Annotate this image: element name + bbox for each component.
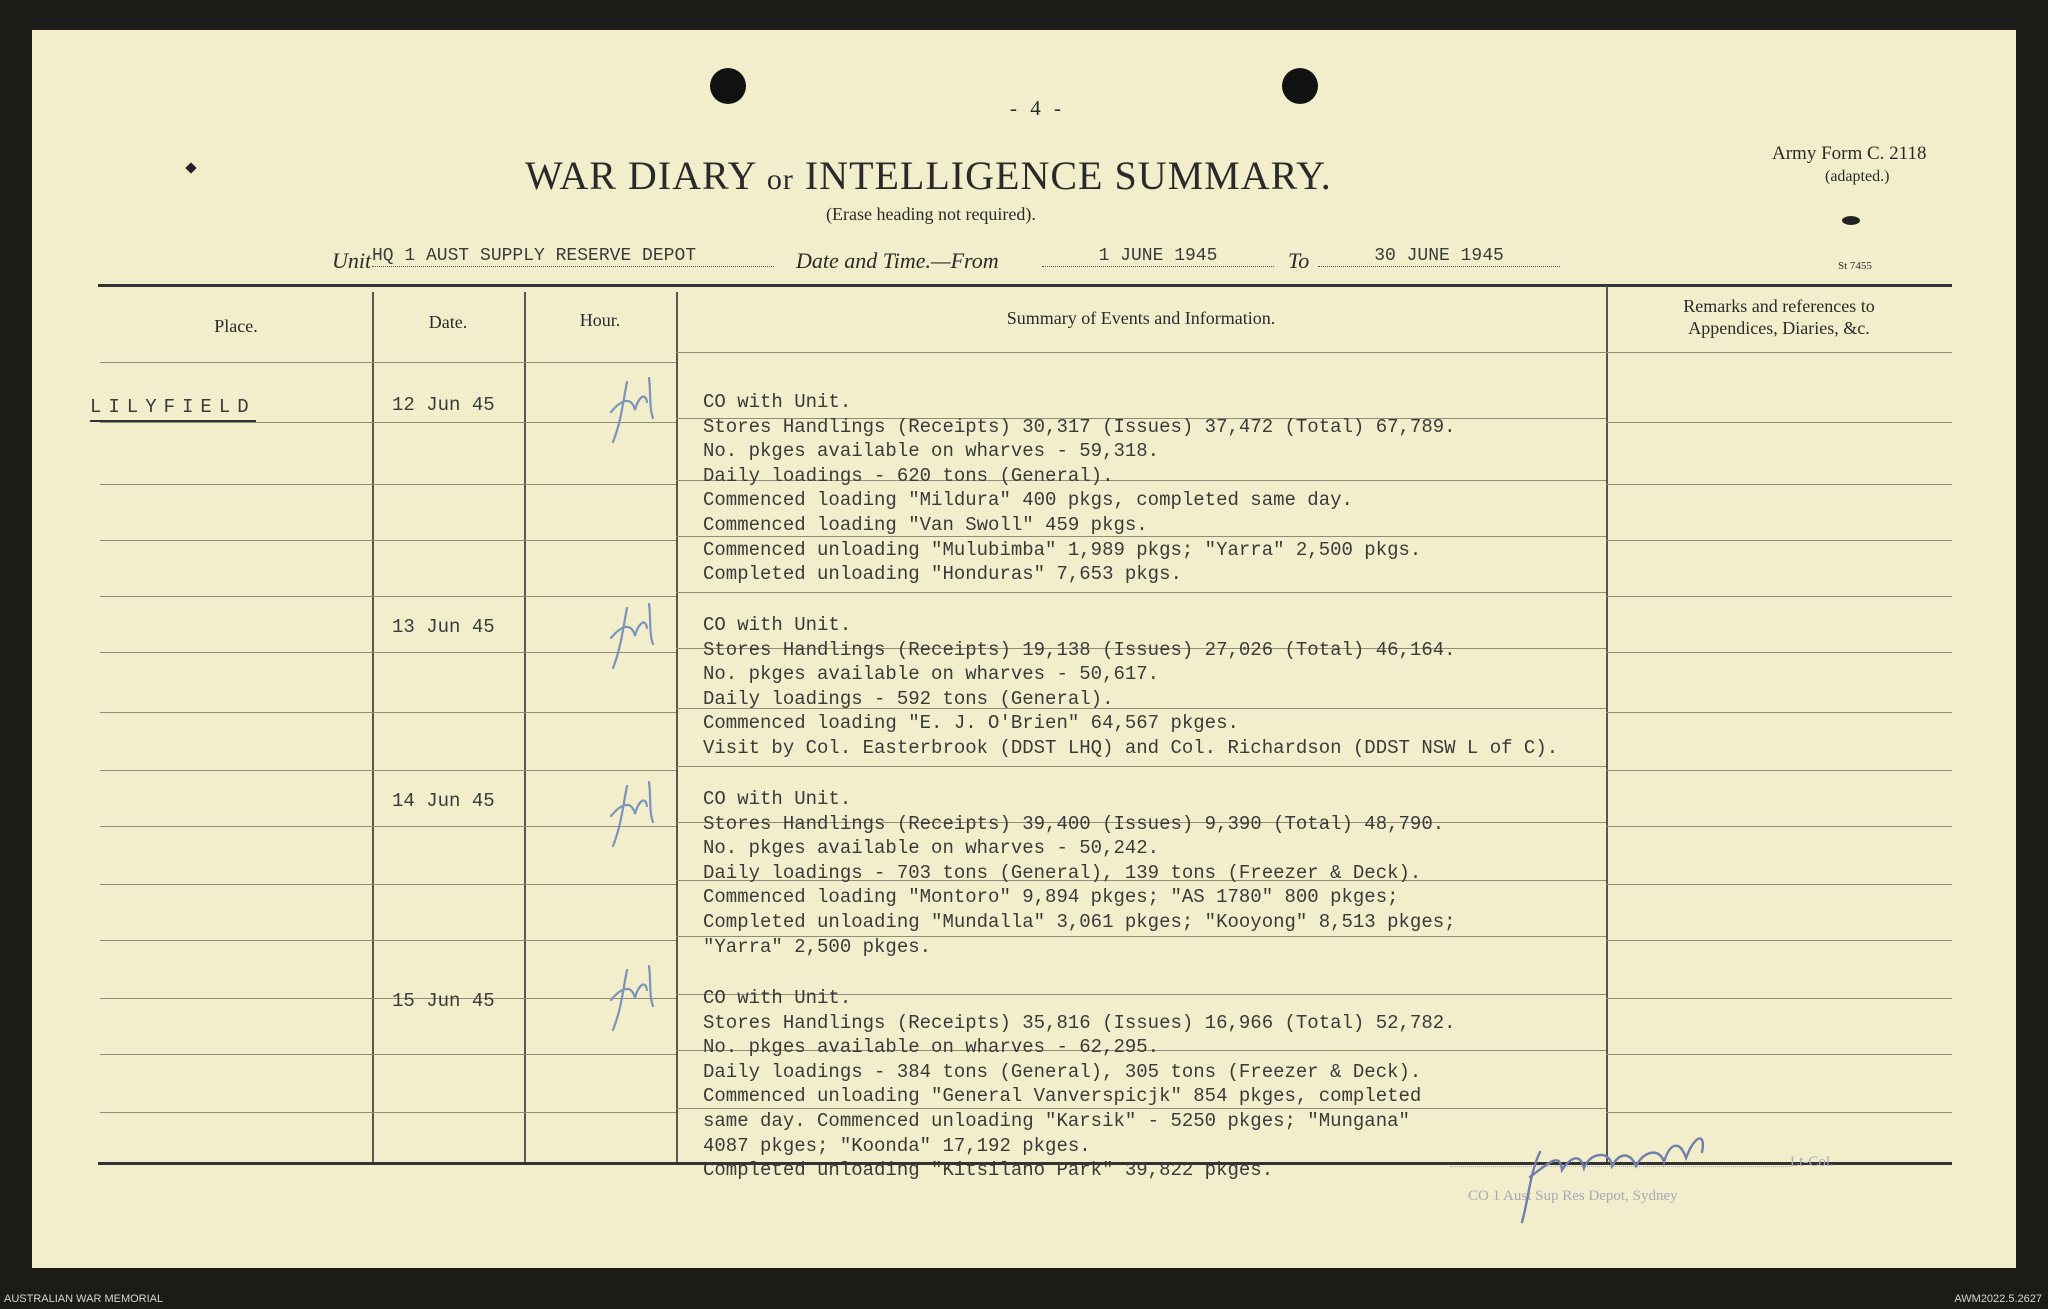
header-remarks-line2: Appendices, Diaries, &c. bbox=[1688, 318, 1870, 338]
ruled-line bbox=[100, 1054, 372, 1055]
title-part2: INTELLIGENCE SUMMARY. bbox=[804, 153, 1332, 198]
unit-label: Unit bbox=[332, 248, 372, 273]
ruled-line bbox=[100, 826, 372, 827]
summary-line: Commenced loading "Van Swoll" 459 pkgs. bbox=[703, 513, 1148, 536]
army-form-number: Army Form C. 2118 bbox=[1772, 143, 1927, 164]
to-label: To bbox=[1288, 248, 1310, 273]
army-form-adapted: (adapted.) bbox=[1825, 168, 1890, 185]
summary-line: same day. Commenced unloading "Karsik" - 5250 pkges; "Mungana" bbox=[703, 1109, 1410, 1132]
entry-summary bbox=[703, 787, 1456, 959]
summary-line: Completed unloading "Mundalla" 3,061 pkges; "Kooyong" 8,513 pkges; bbox=[703, 910, 1456, 933]
summary-line: Daily loadings - 384 tons (General), 305 tons (Freezer & Deck). bbox=[703, 1060, 1422, 1083]
ruled-line bbox=[100, 540, 372, 541]
summary-line: Commenced unloading "Mulubimba" 1,989 pkgs; "Yarra" 2,500 pkgs. bbox=[703, 538, 1422, 561]
pencil-initials bbox=[605, 960, 665, 1035]
summary-line: CO with Unit. bbox=[703, 391, 852, 413]
stock-number: St 7455 bbox=[1838, 260, 1872, 272]
ruled-line bbox=[100, 596, 372, 597]
column-divider-hour bbox=[676, 292, 678, 1162]
summary-line: No. pkges available on wharves - 50,617. bbox=[703, 663, 1160, 686]
ruled-line bbox=[372, 596, 524, 597]
ink-mark bbox=[185, 162, 196, 173]
summary-line: No. pkges available on wharves - 59,318. bbox=[703, 440, 1160, 463]
ruled-line bbox=[524, 770, 676, 771]
ruled-line bbox=[1606, 770, 1952, 771]
title-or: or bbox=[766, 163, 794, 196]
punch-hole-right bbox=[1282, 68, 1318, 104]
summary-line: Completed unloading "Honduras" 7,653 pkgs. bbox=[703, 563, 1182, 586]
header-hour: Hour. bbox=[579, 310, 621, 330]
ruled-line bbox=[524, 712, 676, 713]
entry-summary bbox=[703, 613, 1558, 761]
summary-line: Commenced loading "E. J. O'Brien" 64,567 pkges. bbox=[703, 712, 1239, 735]
ruled-line bbox=[1606, 484, 1952, 485]
ruled-line bbox=[524, 484, 676, 485]
ruled-line bbox=[100, 884, 372, 885]
ruled-line bbox=[1606, 1054, 1952, 1055]
ruled-line bbox=[524, 884, 676, 885]
pencil-initials bbox=[605, 776, 665, 851]
footer-accession: AWM2022.5.2627 bbox=[1954, 1293, 2042, 1305]
title-part1: WAR DIARY bbox=[525, 153, 756, 198]
place-lilyfield: LILYFIELD bbox=[90, 396, 256, 422]
punch-hole-left bbox=[710, 68, 746, 104]
header-underline bbox=[372, 362, 676, 363]
ruled-line bbox=[524, 540, 676, 541]
signature-role: CO 1 Aust Sup Res Depot, Sydney bbox=[1468, 1188, 1678, 1204]
ruled-line bbox=[100, 484, 372, 485]
summary-line: Stores Handlings (Receipts) 35,816 (Issues) 16,966 (Total) 52,782. bbox=[703, 1011, 1456, 1034]
header-place: Place. bbox=[214, 316, 258, 336]
ruled-line bbox=[100, 1112, 372, 1113]
signature-rank: Lt-Col. bbox=[1790, 1154, 1834, 1170]
summary-line: "Yarra" 2,500 pkges. bbox=[703, 935, 932, 958]
summary-line: CO with Unit. bbox=[703, 987, 852, 1009]
summary-line: Stores Handlings (Receipts) 30,317 (Issues) 37,472 (Total) 67,789. bbox=[703, 415, 1456, 438]
ruled-line bbox=[524, 940, 676, 941]
ruled-line bbox=[524, 596, 676, 597]
ruled-line bbox=[372, 1054, 524, 1055]
table-top-rule bbox=[98, 284, 1952, 287]
footer-source: AUSTRALIAN WAR MEMORIAL bbox=[4, 1293, 164, 1305]
ruled-line bbox=[372, 884, 524, 885]
ruled-line bbox=[1606, 940, 1952, 941]
summary-line: 4087 pkges; "Koonda" 17,192 pkges. bbox=[703, 1134, 1091, 1157]
from-value: 1 JUNE 1945 bbox=[1042, 246, 1274, 267]
ruled-line bbox=[1606, 712, 1952, 713]
ruled-line bbox=[100, 422, 372, 423]
page-number: - 4 - bbox=[1010, 96, 1065, 120]
ruled-line bbox=[524, 1112, 676, 1113]
entry-date: 12 Jun 45 bbox=[392, 394, 495, 416]
header-underline bbox=[1606, 352, 1952, 353]
ruled-line bbox=[676, 766, 1606, 767]
summary-line: Daily loadings - 592 tons (General). bbox=[703, 687, 1114, 710]
header-remarks-line1: Remarks and references to bbox=[1683, 296, 1875, 316]
page-subtitle: (Erase heading not required). bbox=[826, 204, 1036, 224]
header-summary: Summary of Events and Information. bbox=[1006, 308, 1276, 328]
unit-value: HQ 1 AUST SUPPLY RESERVE DEPOT bbox=[372, 246, 774, 267]
ruled-line bbox=[372, 540, 524, 541]
header-underline bbox=[100, 362, 372, 363]
ruled-line bbox=[372, 422, 524, 423]
ruled-line bbox=[1606, 998, 1952, 999]
entry-date: 14 Jun 45 bbox=[392, 790, 495, 812]
to-value: 30 JUNE 1945 bbox=[1318, 246, 1560, 267]
ruled-line bbox=[1606, 826, 1952, 827]
ruled-line bbox=[100, 770, 372, 771]
entry-date: 13 Jun 45 bbox=[392, 616, 495, 638]
summary-line: Daily loadings - 620 tons (General). bbox=[703, 464, 1114, 487]
ruled-line bbox=[1606, 596, 1952, 597]
pencil-initials bbox=[605, 372, 665, 447]
summary-line: Stores Handlings (Receipts) 19,138 (Issues) 27,026 (Total) 46,164. bbox=[703, 638, 1456, 661]
summary-line: Commenced loading "Montoro" 9,894 pkges; "AS 1780" 800 pkges; bbox=[703, 886, 1399, 909]
ruled-line bbox=[676, 592, 1606, 593]
summary-line: No. pkges available on wharves - 62,295. bbox=[703, 1036, 1160, 1059]
ruled-line bbox=[100, 712, 372, 713]
summary-line: Stores Handlings (Receipts) 39,400 (Issues) 9,390 (Total) 48,790. bbox=[703, 812, 1445, 835]
handwritten-signature bbox=[1520, 1122, 1760, 1232]
ruled-line bbox=[100, 940, 372, 941]
summary-line: Commenced unloading "General Vanverspicjk" 854 pkges, completed bbox=[703, 1085, 1422, 1108]
ruled-line bbox=[372, 484, 524, 485]
signature-block bbox=[1440, 1122, 1880, 1242]
ruled-line bbox=[372, 940, 524, 941]
pencil-initials bbox=[605, 598, 665, 673]
header-underline bbox=[676, 352, 1606, 353]
summary-line: CO with Unit. bbox=[703, 614, 852, 636]
ruled-line bbox=[1606, 884, 1952, 885]
ink-blot bbox=[1842, 216, 1860, 225]
summary-line: Visit by Col. Easterbrook (DDST LHQ) and Col. Richardson (DDST NSW L of C). bbox=[703, 736, 1559, 759]
summary-line: Daily loadings - 703 tons (General), 139 tons (Freezer & Deck). bbox=[703, 861, 1422, 884]
ruled-line bbox=[372, 770, 524, 771]
page-title bbox=[525, 152, 1332, 199]
ruled-line bbox=[524, 1054, 676, 1055]
ruled-line bbox=[1606, 540, 1952, 541]
summary-line: Completed unloading "Kitsilano Park" 39,822 pkges. bbox=[703, 1159, 1274, 1182]
column-divider-summary bbox=[1606, 286, 1608, 1162]
ruled-line bbox=[1606, 422, 1952, 423]
ruled-line bbox=[100, 652, 372, 653]
ruled-line bbox=[372, 826, 524, 827]
entry-summary bbox=[703, 986, 1456, 1183]
date-label: Date and Time.—From bbox=[796, 248, 999, 273]
summary-line: Commenced loading "Mildura" 400 pkgs, completed same day. bbox=[703, 489, 1353, 512]
entry-date: 15 Jun 45 bbox=[392, 990, 495, 1012]
summary-line: No. pkges available on wharves - 50,242. bbox=[703, 837, 1160, 860]
entry-summary bbox=[703, 390, 1456, 587]
ruled-line bbox=[1606, 1112, 1952, 1113]
ruled-line bbox=[372, 712, 524, 713]
ruled-line bbox=[372, 1112, 524, 1113]
ruled-line bbox=[100, 998, 372, 999]
ruled-line bbox=[372, 652, 524, 653]
header-date: Date. bbox=[428, 312, 468, 332]
summary-line: CO with Unit. bbox=[703, 788, 852, 810]
ruled-line bbox=[1606, 652, 1952, 653]
